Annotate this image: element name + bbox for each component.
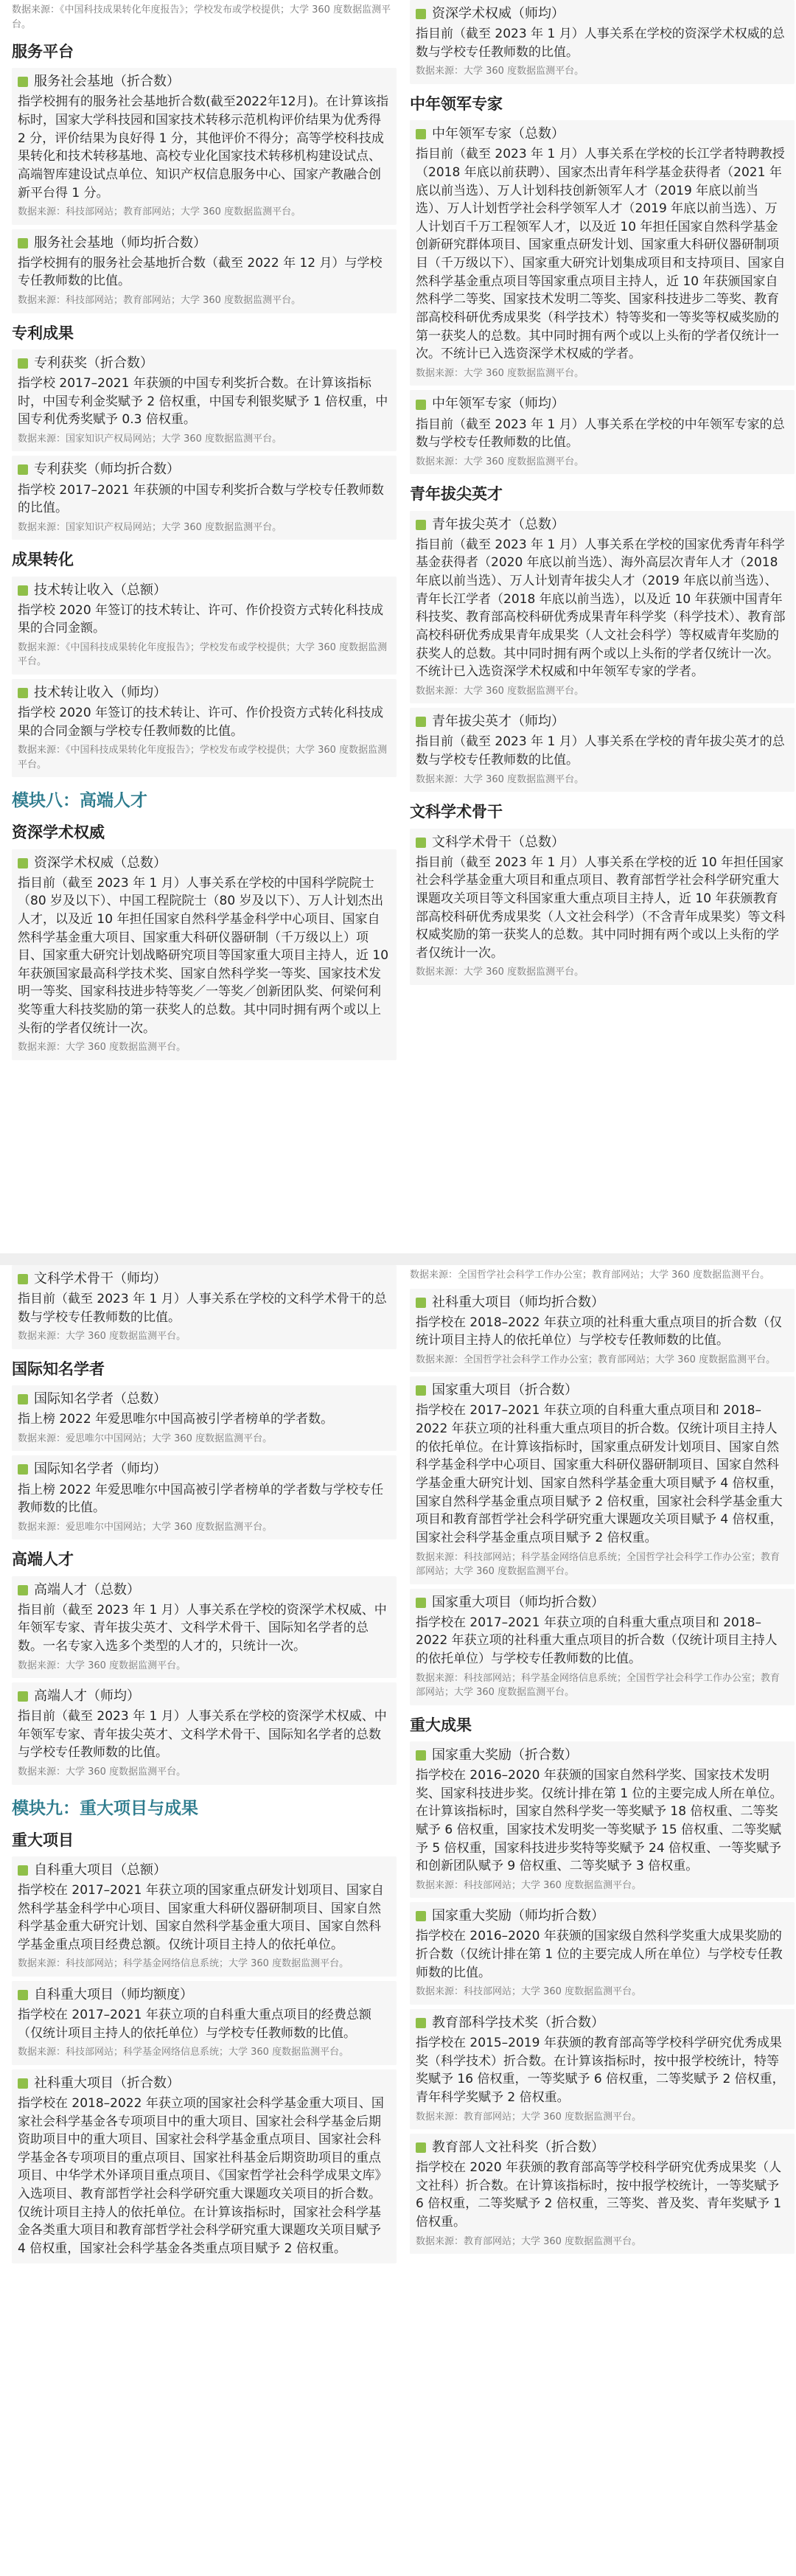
- indicator-label: 高端人才（师均）: [34, 1688, 140, 1705]
- section-title: 专利成果: [12, 324, 74, 342]
- indicator-label: 专利获奖（师均折合数）: [34, 462, 180, 478]
- indicator-description: 指上榜 2022 年爱思唯尔中国高被引学者榜单的学者数。: [18, 1412, 334, 1427]
- indicator-label: 高端人才（总数）: [34, 1581, 140, 1598]
- indicator-card: [12, 229, 397, 313]
- indicator-card: [12, 849, 397, 1060]
- indicator-header: [416, 394, 789, 414]
- bullet-square-icon: [18, 358, 28, 369]
- data-source: 数据来源：科技部网站；教育部网站；大学 360 度数据监测平台。: [18, 206, 301, 218]
- indicator-description: 指学校 2017–2021 年获颁的中国专利奖折合数与学校专任教师数的比值。: [18, 482, 384, 516]
- bullet-square-icon: [416, 1598, 426, 1608]
- data-source: 数据来源：国家知识产权局网站；大学 360 度数据监测平台。: [18, 521, 282, 533]
- indicator-header: [18, 1460, 391, 1479]
- indicator-label: 资深学术权威（总数）: [34, 854, 167, 871]
- indicator-card: [410, 511, 795, 704]
- data-source: 数据来源：爱思唯尔中国网站；大学 360 度数据监测平台。: [18, 1433, 273, 1444]
- indicator-label: 教育部科学技术奖（折合数）: [432, 2014, 604, 2030]
- section-title: 青年拔尖英才: [410, 485, 503, 504]
- indicator-header: [416, 125, 789, 144]
- bullet-square-icon: [18, 2078, 28, 2089]
- indicator-description: 指学校在 2018–2022 年获立项的国家社会科学基金重大项目、国家社会科学基金各专项项目中的重大项目、国家社会科学基金后期资助项目中的重大项目、国家社会科学基金重点项目、国家社会科学基金各专项项目的重点项目、国家社科基金后期资助项目的重点项目、中华学术外译项目重点项目、《国家哲学社会科学成果文库》入选项目、教育部哲学社会科学研究重大课题攻关项目的折合数。仅统计项目主持人的依托单位。在计算该指标时，国家社会科学基金各类重大项目和教育部哲学社会科学研究重大课题攻关项目赋予 4 倍权重，国家社会科学基金各类重点项目赋予 2 倍权重。: [18, 2095, 388, 2257]
- indicator-header: [18, 1861, 391, 1880]
- panel2-right-column: [410, 1265, 795, 2258]
- data-source: 数据来源：教育部网站；大学 360 度数据监测平台。: [416, 2111, 642, 2123]
- indicator-header: [416, 1746, 789, 1765]
- indicator-card: [12, 1455, 397, 1539]
- data-source: 数据来源：大学 360 度数据监测平台。: [416, 773, 584, 785]
- indicator-card: [410, 708, 795, 792]
- indicator-description: 指目前（截至 2023 年 1 月）人事关系在学校的资深学术权威、中年领军专家、青年拔尖英才、文科学术骨干、国际知名学者的总数与学校专任教师数的比值。: [18, 1709, 387, 1761]
- indicator-description: 指目前（截至 2023 年 1 月）人事关系在学校的资深学术权威、中年领军专家、青年拔尖英才、文科学术骨干、国际知名学者的总数。一名专家入选多个类型的人才的，只统计一次。: [18, 1602, 387, 1654]
- section-title: 成果转化: [12, 551, 74, 569]
- module-title: 模块八：高端人才: [12, 791, 147, 811]
- data-source: 数据来源：科技部网站；大学 360 度数据监测平台。: [416, 1879, 642, 1891]
- indicator-description: 指学校在 2016–2020 年获颁的国家自然科学奖、国家技术发明奖、国家科技进步奖。仅统计排在第 1 位的主要完成人所在单位。在计算该指标时，国家自然科学奖一等奖赋予 18 倍权重、二等奖赋予 6 倍权重，国家技术发明奖一等奖赋予 15 倍权重、二等奖赋予 5 倍权重，国家科技进步奖特等奖赋予 24 倍权重、一等奖赋予和创新团队赋予 9 倍权重、二等奖赋予 3 倍权重。: [416, 1768, 783, 1874]
- indicator-description: 指学校 2020 年签订的技术转让、许可、作价投资方式转化科技成果的合同金额。: [18, 602, 384, 636]
- indicator-header: [416, 1907, 789, 1926]
- indicator-card: [12, 349, 397, 452]
- indicator-label: 青年拔尖英才（总数）: [432, 516, 565, 532]
- indicator-header: [18, 1390, 391, 1409]
- section-title: 中年领军专家: [410, 94, 503, 113]
- source-note: 数据来源：《中国科技成果转化年度报告》；学校发布或学校提供；大学 360 度数据监测平台。: [12, 4, 391, 30]
- data-source: 数据来源：科技部网站；科学基金网络信息系统；大学 360 度数据监测平台。: [18, 1958, 349, 1970]
- indicator-description: 指学校 2020 年签订的技术转让、许可、作价投资方式转化科技成果的合同金额与学校专任教师数的比值。: [18, 706, 384, 739]
- data-source: 数据来源：《中国科技成果转化年度报告》；学校发布或学校提供；大学 360 度数据监测平台。: [18, 745, 388, 770]
- bullet-square-icon: [18, 1274, 28, 1284]
- data-source: 数据来源：科技部网站；科学基金网络信息系统；全国哲学社会科学工作办公室；教育部网站；大学 360 度数据监测平台。: [416, 1551, 781, 1578]
- indicator-card: [12, 456, 397, 540]
- indicator-header: [18, 1985, 391, 2005]
- indicator-card: [410, 2134, 795, 2254]
- indicator-label: 技术转让收入（总额）: [34, 582, 167, 598]
- source-note: 数据来源：全国哲学社会科学工作办公室；教育部网站；大学 360 度数据监测平台。: [410, 1270, 770, 1281]
- indicator-description: 指学校在 2018–2022 年获立项的社科重大重点项目的折合数（仅统计项目主持人的依托单位）与学校专任教师数的比值。: [416, 1315, 782, 1348]
- indicator-header: [416, 1381, 789, 1400]
- indicator-header: [416, 1593, 789, 1612]
- bullet-square-icon: [416, 717, 426, 727]
- indicator-header: [18, 1581, 391, 1600]
- indicator-header: [18, 2074, 391, 2093]
- indicator-description: 指学校拥有的服务社会基地折合数（截至 2022 年 12 月）与学校专任教师数的比值。: [18, 255, 383, 289]
- data-source: 数据来源：大学 360 度数据监测平台。: [18, 1660, 186, 1671]
- bullet-square-icon: [416, 838, 426, 848]
- indicator-label: 国家重大项目（折合数）: [432, 1382, 578, 1399]
- indicator-description: 指学校在 2016–2020 年获颁的国家级自然科学奖重大成果奖励的折合数（仅统计排在第 1 位的主要完成人所在单位）与学校专任教师数的比值。: [416, 1929, 783, 1980]
- indicator-label: 教育部人文社科奖（折合数）: [432, 2140, 604, 2156]
- bullet-square-icon: [416, 129, 426, 139]
- indicator-card: [410, 390, 795, 474]
- indicator-label: 技术转让收入（师均）: [34, 684, 167, 700]
- panel1-right-column: [410, 0, 795, 989]
- indicator-label: 国家重大奖励（师均折合数）: [432, 1908, 604, 1924]
- module-title: 模块九：重大项目与成果: [12, 1798, 198, 1818]
- indicator-card: [410, 0, 795, 84]
- bullet-square-icon: [416, 2142, 426, 2153]
- data-source: 数据来源：大学 360 度数据监测平台。: [416, 367, 584, 379]
- indicator-label: 社科重大项目（折合数）: [34, 2075, 180, 2091]
- indicator-label: 国家重大项目（师均折合数）: [432, 1594, 604, 1610]
- section-title: 资深学术权威: [12, 824, 105, 842]
- data-source: 数据来源：大学 360 度数据监测平台。: [416, 66, 584, 77]
- data-source: 数据来源：大学 360 度数据监测平台。: [18, 1042, 186, 1054]
- data-source: 数据来源：大学 360 度数据监测平台。: [18, 1766, 186, 1778]
- bullet-square-icon: [18, 1394, 28, 1404]
- indicator-description: 指学校在 2017–2021 年获立项的自科重大重点项目和 2018–2022 年获立项的社科重大重点项目的折合数。仅统计项目主持人的依托单位。在计算该指标时，国家重点研发计划项目、国家自然科学基金科学中心项目、国家重大科研仪器研制项目、国家自然科学基金重大研究计划、国家自然科学基金重大项目赋予 4 倍权重，国家自然科学基金重点项目赋予 2 倍权重，国家社会科学基金重大项目和教育部哲学社会科学研究重大课题攻关项目赋予 4 倍权重，国家社会科学基金重点项目赋予 2 倍权重。: [416, 1403, 783, 1545]
- indicator-label: 自科重大项目（师均额度）: [34, 1986, 193, 2002]
- indicator-card: [410, 1902, 795, 2005]
- bullet-square-icon: [416, 9, 426, 19]
- indicator-card: [410, 2009, 795, 2129]
- indicator-label: 国际知名学者（总数）: [34, 1391, 167, 1407]
- indicator-card: [410, 829, 795, 985]
- bullet-square-icon: [18, 238, 28, 248]
- data-source: 数据来源：大学 360 度数据监测平台。: [416, 456, 584, 467]
- indicator-header: [416, 2013, 789, 2033]
- bullet-square-icon: [416, 1750, 426, 1761]
- bullet-square-icon: [416, 2018, 426, 2028]
- indicator-header: [416, 833, 789, 852]
- indicator-description: 指上榜 2022 年爱思唯尔中国高被引学者榜单的学者数与学校专任教师数的比值。: [18, 1482, 384, 1516]
- indicator-label: 专利获奖（折合数）: [34, 355, 153, 371]
- panel-bottom: [0, 1265, 796, 2576]
- indicator-label: 服务社会基地（折合数）: [34, 74, 180, 90]
- indicator-card: [12, 1265, 397, 1349]
- section-title: 高端人才: [12, 1550, 74, 1569]
- data-source: 数据来源：科技部网站；科学基金网络信息系统；大学 360 度数据监测平台。: [18, 2047, 349, 2058]
- indicator-label: 中年领军专家（师均）: [432, 396, 565, 412]
- data-source: 数据来源：科技部网站；大学 360 度数据监测平台。: [416, 1986, 642, 1998]
- indicator-header: [18, 72, 391, 91]
- indicator-header: [18, 354, 391, 373]
- bullet-square-icon: [416, 520, 426, 530]
- indicator-description: 指目前（截至 2023 年 1 月）人事关系在学校的国家优秀青年科学基金获得者（2020 年底以前当选）、海外高层次青年人才（2018 年底以前当选）、万人计划青年拔尖人才（2019 年底以前当选）、青年长江学者（2018 年底以前当选），以及近 10 年获颁中国青年科技奖、教育部高校科研优秀成果青年科学奖（科学技术）、教育部高校科研优秀成果青年成果奖（人文社会科学）等权威青年奖励的获奖人的总数。其中同时拥有两个或以上头衔的学者仅统计一次。不统计已入选资深学术权威和中年领军专家的学者。: [416, 537, 786, 680]
- indicator-description: 指目前（截至 2023 年 1 月）人事关系在学校的中年领军专家的总数与学校专任教师数的比值。: [416, 417, 785, 450]
- indicator-label: 自科重大项目（总额）: [34, 1862, 167, 1878]
- indicator-description: 指学校在 2017–2021 年获立项的自科重大重点项目和 2018–2022 年获立项的社科重大重点项目的折合数（仅统计项目主持人的依托单位）与学校专任教师数的比值。: [416, 1615, 778, 1666]
- indicator-description: 指目前（截至 2023 年 1 月）人事关系在学校的文科学术骨干的总数与学校专任教师数的比值。: [18, 1292, 387, 1325]
- indicator-description: 指学校在 2015–2019 年获颁的教育部高等学校科学研究优秀成果奖（科学技术）折合数。在计算该指标时，按中报学校统计，特等奖赋予 16 倍权重，一等奖赋予 6 倍权重，二等奖赋予 2 倍权重，青年科学奖赋予 2 倍权重。: [416, 2035, 785, 2105]
- bullet-square-icon: [416, 1298, 426, 1308]
- indicator-header: [18, 683, 391, 703]
- indicator-card: [12, 679, 397, 777]
- indicator-card: [410, 1589, 795, 1705]
- data-source: 数据来源：大学 360 度数据监测平台。: [18, 1331, 186, 1343]
- data-source: 数据来源：爱思唯尔中国网站；大学 360 度数据监测平台。: [18, 1521, 273, 1533]
- section-title: 服务平台: [12, 43, 74, 60]
- indicator-card: [410, 1741, 795, 1898]
- indicator-description: 指目前（截至 2023 年 1 月）人事关系在学校的中国科学院院士（80 岁及以下）、中国工程院院士（80 岁及以下）、万人计划杰出人才，以及近 10 年担任国家自然科学基金科学中心项目、国家自然科学基金重大项目、国家重大科研仪器研制（千万级以上）项目、国家重大研究计划战略研究项目等国家重大项目主持人，近 10 年获颁国家最高科学技术奖、国家自然科学奖一等奖、国家技术发明一等奖、国家科技进步特等奖／一等奖／创新团队奖、何梁何利奖等重大科技奖励的第一获奖人的总数。其中同时拥有两个或以上头衔的学者仅统计一次。: [18, 875, 389, 1036]
- bullet-square-icon: [18, 1464, 28, 1475]
- bullet-square-icon: [18, 585, 28, 596]
- section-title: 重大项目: [12, 1831, 74, 1849]
- bullet-square-icon: [18, 77, 28, 87]
- indicator-description: 指目前（截至 2023 年 1 月）人事关系在学校的近 10 年担任国家社会科学基金重大项目和重点项目、教育部哲学社会科学研究重大课题攻关项目等文科国家重大重点项目主持人，近 10 年获颁教育部高校科研优秀成果奖（人文社会科学）（不含青年成果奖）等文科权威奖励的第一获奖人的总数。其中同时拥有两个或以上头衔的学者仅统计一次。: [416, 854, 786, 961]
- indicator-description: 指学校在 2020 年获颁的教育部高等学校科学研究优秀成果奖（人文社科）折合数。在计算该指标时，按中报学校统计，一等奖赋予 6 倍权重，二等奖赋予 2 倍权重，三等奖、普及奖、青年奖赋予 1 倍权重。: [416, 2160, 782, 2230]
- bullet-square-icon: [18, 1865, 28, 1876]
- data-source: 数据来源：科技部网站；教育部网站；大学 360 度数据监测平台。: [18, 295, 301, 307]
- bullet-square-icon: [18, 1990, 28, 2000]
- data-source: 数据来源：教育部网站；大学 360 度数据监测平台。: [416, 2235, 642, 2247]
- data-source: 数据来源：大学 360 度数据监测平台。: [416, 685, 584, 697]
- indicator-header: [18, 1687, 391, 1706]
- indicator-description: 指学校在 2017–2021 年获立项的自科重大重点项目的经费总额（仅统计项目主持人的依托单位）与学校专任教师数的比值。: [18, 2008, 371, 2041]
- bullet-square-icon: [18, 1691, 28, 1702]
- indicator-description: 指目前（截至 2023 年 1 月）人事关系在学校的青年拔尖英才的总数与学校专任教师数的比值。: [416, 734, 785, 768]
- indicator-label: 文科学术骨干（师均）: [34, 1271, 167, 1287]
- bullet-square-icon: [416, 400, 426, 410]
- bullet-square-icon: [18, 464, 28, 475]
- indicator-card: [12, 1385, 397, 1451]
- indicator-card: [410, 1289, 795, 1373]
- section-title: 文科学术骨干: [410, 803, 503, 821]
- indicator-card: [12, 2069, 397, 2263]
- indicator-card: [12, 1981, 397, 2065]
- indicator-description: 指学校拥有的服务社会基地折合数(截至2022年12月)。在计算该指标时，国家大学科技园和国家技术转移示范机构评价结果为优秀得 2 分，评价结果为良好得 1 分，其他评价不得分；高等学校科技成果转化和技术转移基地、高校专业化国家技术转移机构建设试点、高端智库建设试点单位、知识产权信息服务中心、国家产教融合创新平台得 1 分。: [18, 94, 389, 201]
- indicator-description: 指目前（截至 2023 年 1 月）人事关系在学校的长江学者特聘教授（2018 年底以前获聘）、国家杰出青年科学基金获得者（2021 年底以前当选）、万人计划科技创新领军人才（2019 年底以前当选）、万人计划哲学社会科学领军人才（2019 年底以前当选）、万人计划百千万工程领军人才，以及近 10 年担任国家自然科学基金创新研究群体项目、国家重点研发计划、国家重大科研仪器研制项目（千万级以下）、国家重大研究计划集成项目和支持项目、国家自然科学基金重点项目等国家重点项目主持人，近 10 年获颁国家自然科学二等奖、国家技术发明二等奖、国家科技进步二等奖、教育部高校科研优秀成果奖（科学技术）特等奖和一等奖等权威奖励的第一获奖人的总数。其中同时拥有两个或以上头衔的学者仅统计一次。不统计已入选资深学术权威的学者。: [416, 147, 786, 362]
- bullet-square-icon: [416, 1385, 426, 1396]
- section-title: 国际知名学者: [12, 1360, 105, 1378]
- indicator-label: 中年领军专家（总数）: [432, 126, 565, 142]
- section-title: 重大成果: [410, 1716, 472, 1734]
- indicator-header: [18, 581, 391, 600]
- data-source: 数据来源：科技部网站；科学基金网络信息系统；全国哲学社会科学工作办公室；教育部网站；大学 360 度数据监测平台。: [416, 1672, 781, 1699]
- indicator-header: [18, 1270, 391, 1289]
- indicator-label: 国际知名学者（师均）: [34, 1461, 167, 1477]
- indicator-header: [416, 2138, 789, 2157]
- panel1-left-column: [12, 0, 397, 1065]
- panel2-left-column: [12, 1265, 397, 2268]
- indicator-label: 国家重大奖励（折合数）: [432, 1747, 578, 1763]
- indicator-card: [410, 1376, 795, 1584]
- indicator-card: [12, 577, 397, 675]
- indicator-header: [18, 854, 391, 873]
- data-source: 数据来源：全国哲学社会科学工作办公室；教育部网站；大学 360 度数据监测平台。: [416, 1354, 776, 1365]
- indicator-label: 社科重大项目（师均折合数）: [432, 1294, 604, 1310]
- indicator-header: [416, 4, 789, 24]
- panel-top: [0, 0, 796, 1253]
- indicator-header: [18, 234, 391, 253]
- data-source: 数据来源：《中国科技成果转化年度报告》；学校发布或学校提供；大学 360 度数据监测平台。: [18, 641, 388, 668]
- indicator-card: [12, 1576, 397, 1679]
- indicator-header: [416, 515, 789, 535]
- bullet-square-icon: [416, 1911, 426, 1921]
- indicator-header: [416, 1293, 789, 1312]
- indicator-description: 指目前（截至 2023 年 1 月）人事关系在学校的资深学术权威的总数与学校专任教师数的比值。: [416, 27, 785, 60]
- indicator-card: [12, 1856, 397, 1977]
- bullet-square-icon: [18, 688, 28, 698]
- indicator-card: [12, 68, 397, 224]
- bullet-square-icon: [18, 1585, 28, 1595]
- indicator-label: 文科学术骨干（总数）: [432, 834, 565, 850]
- indicator-description: 指学校 2017–2021 年获颁的中国专利奖折合数。在计算该指标时，中国专利金奖赋予 2 倍权重，中国专利银奖赋予 1 倍权重，中国专利优秀奖赋予 0.3 倍权重。: [18, 376, 388, 428]
- panel-divider: [0, 1253, 796, 1265]
- indicator-label: 资深学术权威（师均）: [432, 6, 565, 21]
- indicator-card: [410, 120, 795, 386]
- indicator-header: [18, 460, 391, 479]
- indicator-header: [416, 712, 789, 731]
- data-source: 数据来源：国家知识产权局网站；大学 360 度数据监测平台。: [18, 433, 282, 445]
- indicator-label: 服务社会基地（师均折合数）: [34, 234, 206, 251]
- indicator-label: 青年拔尖英才（师均）: [432, 714, 565, 730]
- bullet-square-icon: [18, 858, 28, 868]
- data-source: 数据来源：大学 360 度数据监测平台。: [416, 967, 584, 978]
- indicator-card: [12, 1682, 397, 1785]
- indicator-description: 指学校在 2017–2021 年获立项的国家重点研发计划项目、国家自然科学基金科学中心项目、国家重大科研仪器研制项目、国家自然科学基金重大研究计划、国家自然科学基金重大项目、国家自然科学基金重点项目经费总额。仅统计项目主持人的依托单位。: [18, 1882, 384, 1952]
